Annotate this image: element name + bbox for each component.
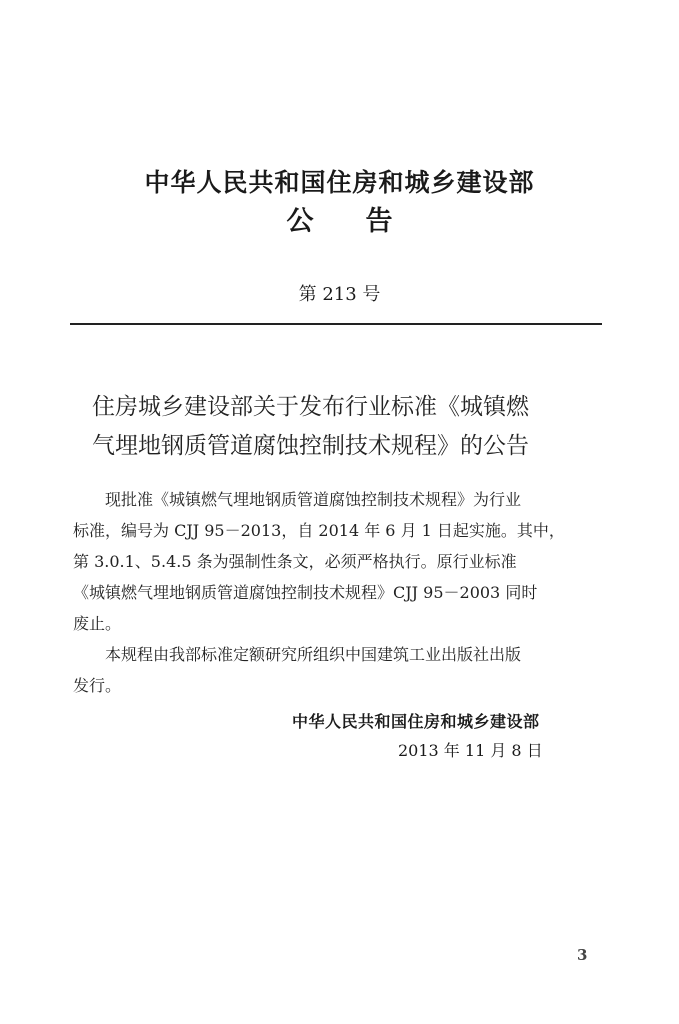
paragraph-2-line-1: 本规程由我部标准定额研究所组织中国建筑工业出版社出版 [105,645,522,664]
page-number: 3 [577,946,588,964]
issue-date: 2013 年 11 月 8 日 [398,741,543,760]
heading-line-2: 气埋地钢质管道腐蚀控制技术规程》的公告 [92,433,529,459]
paragraph-2-line-2: 发行。 [73,676,122,695]
issuer-signature: 中华人民共和国住房和城乡建设部 [292,712,540,731]
document-body [73,484,613,701]
document-heading [92,388,612,466]
ministry-title: 中华人民共和国住房和城乡建设部 [144,168,535,197]
paragraph-1-line-1: 现批准《城镇燃气埋地钢质管道腐蚀控制技术规程》为行业 [105,490,522,509]
header-divider [70,323,602,325]
paragraph-1-line-3: 第 3.0.1、5.4.5 条为强制性条文，必须严格执行。原行业标准 [73,552,517,571]
paragraph-1-line-4: 《城镇燃气埋地钢质管道腐蚀控制技术规程》CJJ 95－2003 同时 [73,583,538,602]
notice-number: 第 213 号 [298,284,381,305]
paragraph-1-line-2: 标准，编号为 CJJ 95－2013，自 2014 年 6 月 1 日起实施。其中， [73,521,565,540]
heading-line-1: 住房城乡建设部关于发布行业标准《城镇燃 [92,394,529,420]
notice-title: 公告 [286,206,445,237]
paragraph-1-line-5: 废止。 [73,614,122,633]
